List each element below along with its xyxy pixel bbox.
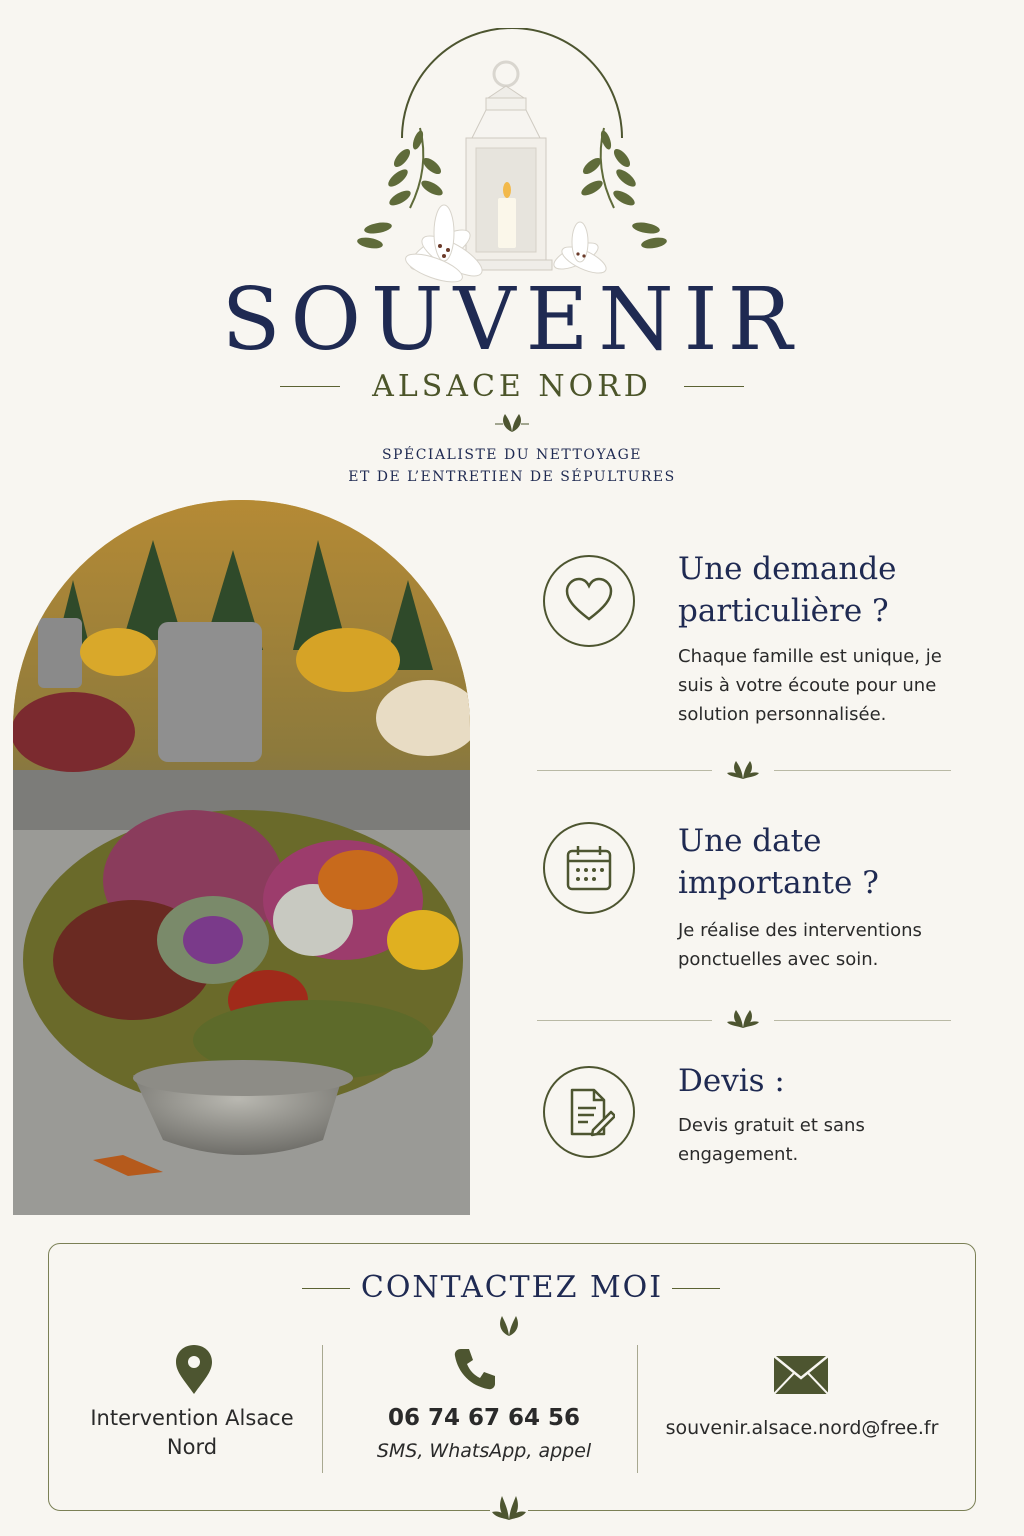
vertical-separator: [322, 1345, 323, 1473]
contact-title: CONTACTEZ MOI: [360, 1270, 664, 1305]
email-address[interactable]: souvenir.alsace.nord@free.fr: [665, 1417, 939, 1439]
quote-document-icon: [563, 1086, 615, 1138]
feature-title: Une date importante ?: [678, 823, 879, 901]
photo-illustration: [13, 500, 470, 1215]
brand-title: SOUVENIR: [221, 270, 803, 370]
decorative-line: [684, 386, 744, 387]
phone-icon[interactable]: [452, 1346, 498, 1392]
leaf-ornament-icon: [726, 1006, 760, 1030]
map-pin-icon: [174, 1344, 214, 1396]
vertical-separator: [637, 1345, 638, 1473]
phone-note: SMS, WhatsApp, appel: [376, 1440, 592, 1462]
divider: [774, 1020, 951, 1021]
heart-icon: [563, 575, 615, 627]
brand-subtitle: ALSACE NORD: [372, 369, 652, 404]
decorative-line: [672, 1288, 720, 1289]
feature-title: Une demande particulière ?: [678, 551, 897, 629]
divider: [537, 770, 712, 771]
autumn-flower-planter-photo: [13, 500, 470, 1215]
leaf-ornament-icon: [495, 410, 529, 434]
feature-icon-circle: [543, 1066, 635, 1158]
feature-title: Devis :: [678, 1063, 785, 1099]
leaf-ornament-icon: [492, 1312, 526, 1338]
phone-number[interactable]: 06 74 67 64 56: [387, 1405, 581, 1431]
calendar-icon: [563, 842, 615, 894]
leaf-ornament-icon: [490, 1488, 528, 1522]
feature-icon-circle: [543, 822, 635, 914]
feature-text: Chaque famille est unique, je suis à votre écoute pour une solution personnalisée.: [678, 646, 942, 725]
feature-text: Devis gratuit et sans engagement.: [678, 1115, 865, 1165]
feature-text: Je réalise des interventions ponctuelles avec soin.: [678, 920, 922, 970]
envelope-icon[interactable]: [774, 1356, 828, 1394]
header: [0, 0, 1024, 500]
location-text: Intervention Alsace Nord: [90, 1406, 294, 1459]
brand-subtitle-row: [280, 365, 744, 409]
divider: [774, 770, 951, 771]
leaf-ornament-icon: [726, 757, 760, 781]
tagline: SPÉCIALISTE DU NETTOYAGE ET DE L’ENTRETIEN DE SÉPULTURES: [348, 447, 676, 485]
feature-icon-circle: [543, 555, 635, 647]
divider: [537, 1020, 712, 1021]
lantern-with-lilies-logo: [340, 28, 684, 290]
